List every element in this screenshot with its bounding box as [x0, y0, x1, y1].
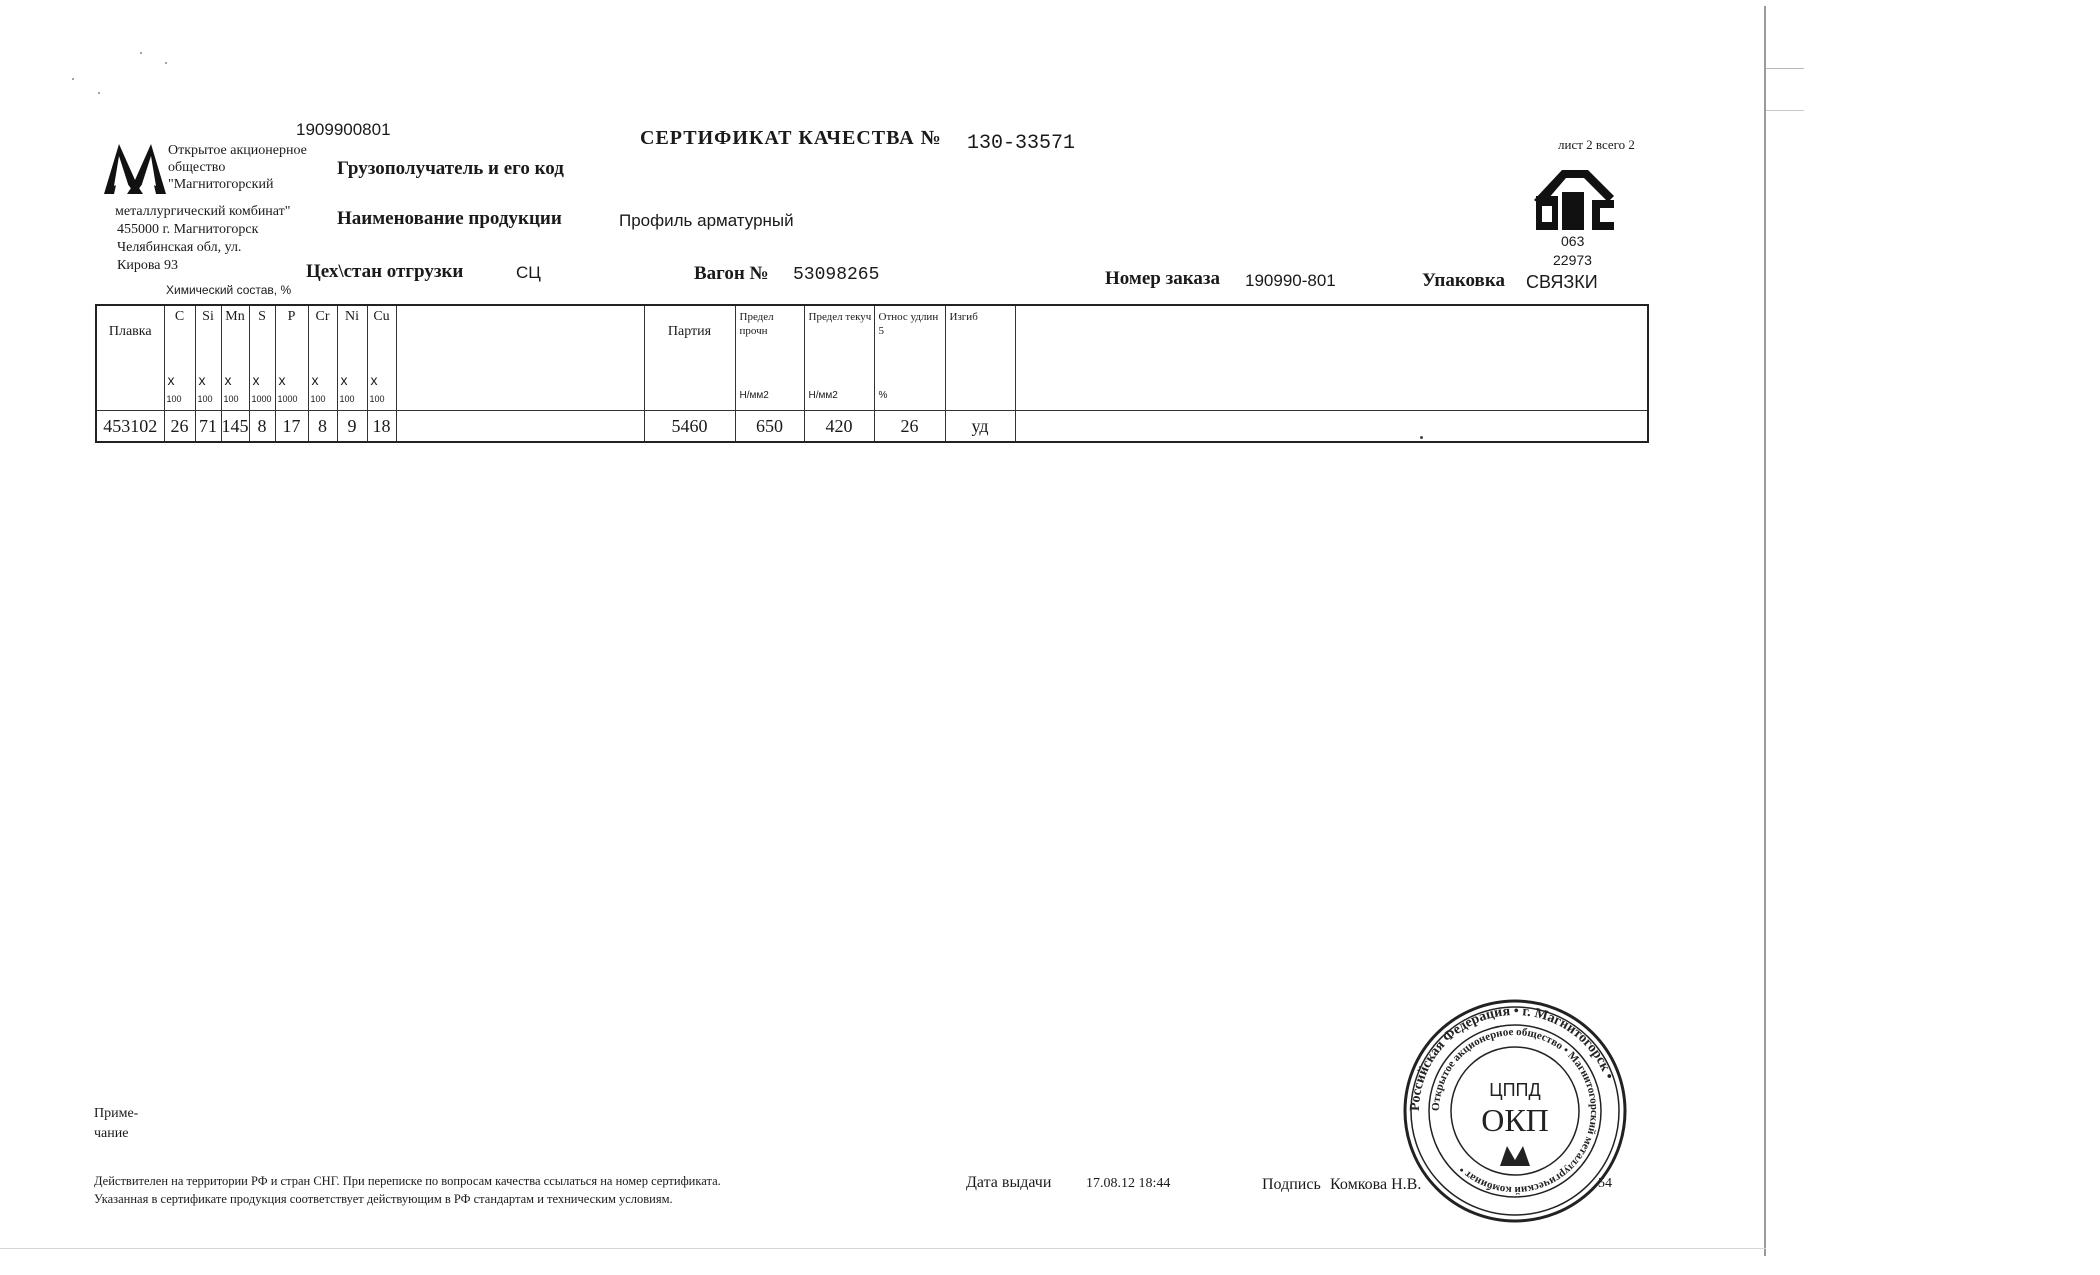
certification-mark-icon: [1532, 166, 1616, 232]
company-name-line: металлургический комбинат": [115, 204, 291, 219]
company-name-line: "Магнитогорский: [168, 177, 274, 192]
cell-cr: 8: [308, 411, 337, 443]
mmk-logo-icon: [102, 142, 168, 196]
scan-speck: [165, 62, 167, 64]
signature-tail: 54: [1598, 1176, 1612, 1191]
header-tensile: Предел прочн Н/мм2: [735, 305, 804, 411]
page-edge-mark: [1766, 68, 1804, 69]
cell-s: 8: [249, 411, 275, 443]
certificate-number: 130-33571: [967, 132, 1076, 155]
cert-mark-code: 22973: [1553, 252, 1592, 268]
cell-ni: 9: [337, 411, 367, 443]
product-label: Наименование продукции: [337, 208, 562, 229]
header-bend: Изгиб: [945, 305, 1015, 411]
cell-yield: 420: [804, 411, 874, 443]
cell-si: 71: [195, 411, 221, 443]
cell-c: 26: [164, 411, 195, 443]
company-address: 455000 г. Магнитогорск: [117, 222, 259, 237]
signature-value: Комкова Н.В.: [1330, 1176, 1422, 1193]
issue-date-label: Дата выдачи: [966, 1174, 1052, 1191]
cell-empty: [1015, 411, 1648, 443]
signature-label: Подпись: [1262, 1176, 1321, 1193]
cell-bend: уд: [945, 411, 1015, 443]
header-empty: [1015, 305, 1648, 411]
company-name-line: Открытое акционерное: [168, 143, 307, 158]
company-address: Кирова 93: [117, 258, 178, 273]
scan-speck: [72, 78, 74, 80]
validity-text: Указанная в сертификате продукция соответствует действующим в РФ стандартам и техническим условиям.: [94, 1192, 673, 1206]
header-element: Si x 100: [195, 305, 221, 411]
header-batch: Партия: [644, 305, 735, 411]
cert-mark-code: 063: [1561, 233, 1585, 249]
wagon-label: Вагон №: [694, 263, 769, 284]
page-edge: [1764, 6, 1766, 1256]
cell-mn: 145: [221, 411, 249, 443]
sheet-number: лист 2 всего 2: [1558, 137, 1635, 152]
header-elongation: Относ удлин 5 %: [874, 305, 945, 411]
company-name-line: общество: [168, 160, 226, 175]
note-label: Приме-: [94, 1106, 139, 1121]
stamp-inner-text: Открытое акционерное общество • Магнитогорский металлургический комбинат •: [1429, 1025, 1601, 1197]
cell-tensile: 650: [735, 411, 804, 443]
page-edge-mark: [1766, 110, 1804, 111]
issue-date-value: 17.08.12 18:44: [1086, 1176, 1171, 1191]
header-element: Mn x 100: [221, 305, 249, 411]
table-row: [96, 411, 1648, 443]
validity-text: Действителен на территории РФ и стран СНГ. При переписке по вопросам качества ссылаться на номер сертификата.: [94, 1174, 721, 1188]
cell-heat: 453102: [96, 411, 164, 443]
scan-speck: [98, 92, 100, 94]
stamp-outer-text: Российская Федерация • г. Магнитогорск •: [1407, 1003, 1617, 1112]
packing-value: СВЯЗКИ: [1526, 272, 1598, 292]
document-code: 1909900801: [296, 120, 391, 139]
cell-p: 17: [275, 411, 308, 443]
header-yield: Предел текуч Н/мм2: [804, 305, 874, 411]
chem-caption: Химический состав, %: [166, 283, 292, 297]
order-number: 190990-801: [1245, 271, 1336, 290]
official-stamp: [1400, 996, 1630, 1226]
header-element: P x 1000: [275, 305, 308, 411]
cell-cu: 18: [367, 411, 396, 443]
note-label: чание: [94, 1126, 129, 1141]
stamp-center-main: ОКП: [1481, 1102, 1549, 1138]
page-edge: [0, 1248, 1766, 1249]
header-element: Cr x 100: [308, 305, 337, 411]
shop-value: СЦ: [516, 263, 541, 282]
consignee-label: Грузополучатель и его код: [337, 158, 564, 179]
cell-batch: 5460: [644, 411, 735, 443]
header-element: Cu x 100: [367, 305, 396, 411]
certificate-title: СЕРТИФИКАТ КАЧЕСТВА №: [640, 127, 942, 149]
scan-speck: [1420, 436, 1423, 439]
scan-speck: [140, 52, 142, 54]
header-heat: Плавка: [96, 305, 164, 411]
company-address: Челябинская обл, ул.: [117, 240, 242, 255]
quality-table: [95, 304, 1649, 443]
header-empty: [396, 305, 644, 411]
cell-elongation: 26: [874, 411, 945, 443]
table-header-row: [96, 305, 1648, 411]
wagon-number: 53098265: [793, 265, 880, 285]
stamp-logo-icon: [1500, 1146, 1530, 1166]
stamp-center-top: ЦППД: [1489, 1080, 1541, 1100]
header-element: Ni x 100: [337, 305, 367, 411]
cell-empty: [396, 411, 644, 443]
header-element: S x 1000: [249, 305, 275, 411]
shop-label: Цех\стан отгрузки: [306, 261, 464, 282]
header-element: C x 100: [164, 305, 195, 411]
packing-label: Упаковка: [1422, 270, 1505, 291]
product-value: Профиль арматурный: [619, 211, 794, 230]
order-label: Номер заказа: [1105, 268, 1221, 289]
